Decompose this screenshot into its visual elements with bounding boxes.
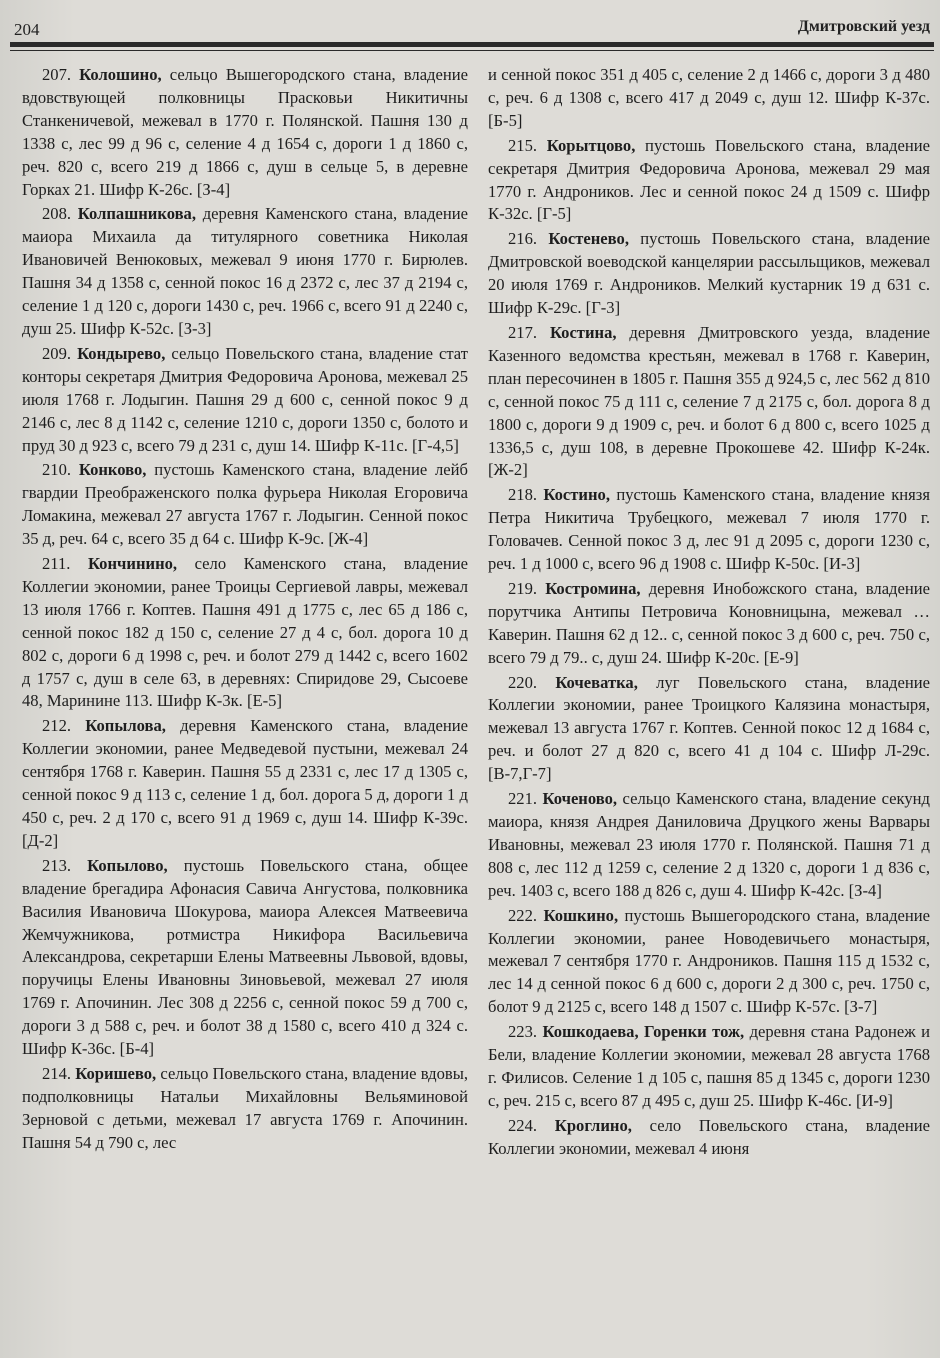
entry-paragraph: [22, 715, 468, 852]
entry-number: 220.: [508, 672, 538, 692]
entry-name: Копылово,: [87, 855, 168, 875]
text-columns: [0, 64, 940, 1354]
entry-paragraph: [22, 553, 468, 713]
entry-paragraph: [488, 322, 930, 482]
entry-paragraph: [22, 343, 468, 458]
entry-name: Колпашникова,: [77, 204, 196, 224]
entry-paragraph: [488, 905, 930, 1020]
entry-name: Копылова,: [85, 716, 166, 736]
entry-number: 218.: [508, 485, 538, 505]
entry-number: 210.: [42, 460, 72, 480]
entry-number: 215.: [508, 135, 538, 155]
entry-name: Кондырево,: [77, 343, 166, 363]
entry-paragraph: [488, 135, 930, 227]
entry-number: 222.: [508, 905, 538, 925]
entry-paragraph: [22, 203, 468, 340]
entry-name: Конково,: [78, 460, 147, 480]
entry-number: 219.: [508, 578, 538, 598]
entry-text: деревня Инобожского стана, владение порутчика Антипы Петровича Коновницына, межевал … Каверин. Пашня 62 д 12.. с, сенной покос 3 д 600 с, реч. 750 с, всего 79 д 79.. с, душ 24. Шифр К-20с. [Е-9]: [488, 578, 930, 667]
right-column: [488, 64, 930, 1354]
entry-name: Колошино,: [79, 65, 162, 84]
entry-text: село Каменского стана, владение Коллегии экономии, ранее Троицы Сергиевой лавры, межевал 13 июля 1766 г. Коптев. Пашня 491 д 1775 с, лес 65 д 186 с, сенной покос 182 д 150 с, селение 27 д 4 с, бол. дорога 10 д 802 с, дороги 6 д 1998 с, реч. и болот 279 д 1442 с, всего 1602 д 1757 с, душ в селе 63, в деревнях: Спиридове 29, Сысоеве 48, Маринине 113. Шифр К-3к. [Е-5]: [22, 554, 468, 711]
entry-number: 211.: [42, 554, 71, 574]
entry-number: 214.: [42, 1063, 72, 1083]
entry-name: Костромина,: [545, 578, 641, 598]
entry-name: Кочеватка,: [555, 672, 638, 692]
entry-text: пустошь Повельского стана, владение секретаря Дмитрия Федоровича Аронова, межевал 29 мая 1770 г. Андроников. Лес и сенной покос 24 д 1509 с. Шифр К-32с. [Г-5]: [488, 135, 930, 224]
entry-paragraph: [488, 672, 930, 787]
entry-number: 223.: [508, 1022, 538, 1042]
entry-text: деревня Дмитровского уезда, владение Казенного ведомства крестьян, межевал в 1768 г. Каверин, план пересочинен в 1805 г. Пашня 355 д 924,5 с, лес 562 д 810 с, сенной покос 75 д 111 с, селение 7 д 2175 с, бол. дорога 8 д 1800 с, дороги 9 д 1909 с, реч. и болот 6 д 800 с, всего 1025 д 1336,5 с, душ 108, в деревне Прокошеве 42. Шифр К-24к. [Ж-2]: [488, 322, 930, 480]
header-rule-thick: [10, 42, 934, 47]
entry-name: Кроглино,: [554, 1115, 632, 1135]
entry-text: сельцо Повельского стана, владение стат конторы секретаря Дмитрия Федоровича Аронова, межевал 25 июля 1768 г. Лодыгин. Пашня 29 д 600 с, сенной покос 9 д 2146 с, лес 8 д 1142 с, селение 1210 с, дороги 1350 с, болото и пруд 30 д 923 с, всего 79 д 231 с, душ 14. Шифр К-11с. [Г-4,5]: [22, 343, 468, 455]
entry-paragraph: [22, 1063, 468, 1155]
entry-paragraph: [488, 1021, 930, 1113]
running-head: Дмитровский уезд: [797, 18, 930, 35]
page-number: 204: [14, 20, 40, 39]
entry-paragraph: [488, 484, 930, 576]
entry-text: деревня стана Радонеж и Бели, владение Коллегии экономии, межевал 28 августа 1768 г. Филисов. Селение 1 д 105 с, пашня 85 д 1345 с, дороги 1230 с, реч. 215 с, всего 87 д 495 с, душ 25. Шифр К-46с. [И-9]: [488, 1022, 930, 1110]
entry-name: Коришево,: [75, 1063, 157, 1083]
entry-text: деревня Каменского стана, владение Коллегии экономии, ранее Медведевой пустыни, межевал 24 сентября 1768 г. Каверин. Пашня 55 д 2331 с, лес 17 д 1305 с, сенной покос 9 д 113 с, селение 1 д, бол. дорога 5 д, дороги 1 д 450 с, реч. 2 д 170 с, всего 91 д 1969 с, душ 14. Шифр К-39с. [Д-2]: [22, 716, 468, 850]
entry-number: 217.: [508, 322, 538, 342]
entry-text: пустошь Вышегородского стана, владение Коллегии экономии, ранее Новодевичьего монастыря, межевал 7 сентября 1770 г. Андроников. Пашня 115 д 1532 с, лес 14 д сенной покос 6 д 600 с, дороги 2 д 300 с, реч. 1750 с, болот 9 д 2125 с, всего 148 д 1507 с. Шифр К-57с. [З-7]: [488, 905, 930, 1017]
entry-text: деревня Каменского стана, владение маиора Михаила да титулярного советника Николая Ивановичей Венюковых, межевал 9 июня 1770 г. Бирюлев. Пашня 34 д 1358 с, сенной покос 16 д 2372 с, лес 37 д 2194 с, селение 1 д 120 с, дороги 1430 с, реч. 1966 с, всего 91 д 2240 с, душ 25. Шифр К-52с. [З-3]: [22, 204, 468, 338]
entry-number: 212.: [42, 716, 72, 736]
header-rule-thin: [10, 50, 934, 51]
entry-text: и сенной покос 351 д 405 с, селение 2 д 1466 с, дороги 3 д 480 с, реч. 6 д 1308 с, всего 417 д 2049 с, душ 12. Шифр К-37с. [Б-5]: [488, 65, 930, 130]
entry-number: 208.: [42, 204, 72, 224]
entry-name: Кошкодаева, Горенки тож,: [542, 1022, 745, 1042]
entry-number: 221.: [508, 789, 538, 809]
entry-text: луг Повельского стана, владение Коллегии экономии, ранее Троицкого Калязина монастыря, межевал 13 августа 1767 г. Коптев. Сенной покос 12 д 1684 с, реч. и болот 27 д 820 с, всего 41 д 104 с. Шифр Л-29с. [В-7,Г-7]: [488, 672, 930, 784]
entry-paragraph: [488, 64, 930, 133]
entry-paragraph: [488, 228, 930, 320]
left-column: [22, 64, 468, 1354]
entry-number: 209.: [42, 343, 72, 363]
entry-name: Кошкино,: [543, 905, 619, 925]
entry-paragraph: [22, 855, 468, 1061]
entry-name: Костино,: [543, 485, 610, 505]
entry-number: 224.: [508, 1115, 538, 1135]
entry-text: село Повельского стана, владение Коллегии экономии, межевал 4 июня: [488, 1115, 930, 1158]
entry-text: пустошь Повельского стана, общее владение брегадира Афонасия Савича Ангустова, полковника Василия Ивановича Шокурова, маиора Алексея Матвеевича Жемчужникова, ротмистра Никифора Васильевича Александрова, секретарши Елены Матвеевны Львовой, вдовы, поручицы Елены Ивановны Зиновьевой, межевал 27 июля 1769 г. Апочинин. Лес 308 д 2256 с, сенной покос 59 д 700 с, дороги 3 д 588 с, реч. и болот 38 д 1580 с, всего 410 д 324 с. Шифр К-36с. [Б-4]: [22, 855, 468, 1059]
entry-paragraph: [488, 788, 930, 903]
entry-text: сельцо Вышегородского стана, владение вдовствующей полковницы Прасковьи Никитичны Станкеничевой, межевал в 1770 г. Полянской. Пашня 130 д 1338 с, лес 99 д 96 с, селение 4 д 1654 с, дороги 1 д 1860 с, реч. 820 с, всего 219 д 1866 с, душ в сельце 5, в деревне Горках 21. Шифр К-26с. [З-4]: [22, 65, 468, 199]
entry-paragraph: [22, 459, 468, 551]
entry-text: пустошь Каменского стана, владение князя Петра Никитича Трубецкого, межевал 7 июля 1770 г. Головачев. Сенной покос 3 д, лес 91 д 2095 с, дороги 1230 с, реч. 1 д 1000 с, всего 96 д 1908 с. Шифр К-50с. [И-3]: [488, 485, 930, 574]
entry-text: сельцо Каменского стана, владение секунд маиора, князя Андрея Даниловича Друцкого жены Варвары Ивановны, межевал 23 июля 1770 г. Полянской. Пашня 71 д 808 с, лес 112 д 1259 с, селение 2 д 1320 с, дороги 1 д 836 с, реч. 1403 с, всего 188 д 826 с, душ 4. Шифр К-42с. [З-4]: [488, 789, 930, 900]
entry-paragraph: [488, 1115, 930, 1161]
entry-text: пустошь Повельского стана, владение Дмитровской воеводской канцелярии рассыльщиков, межевал 20 июля 1769 г. Андроников. Мелкий кустарник 19 д 631 с. Шифр К-29с. [Г-3]: [488, 229, 930, 318]
entry-name: Корытцово,: [546, 135, 636, 155]
entry-name: Коченово,: [542, 789, 618, 809]
page-header: [0, 0, 940, 56]
entry-paragraph: [488, 578, 930, 670]
entry-number: 216.: [508, 229, 538, 249]
entry-paragraph: [22, 64, 468, 201]
entry-name: Костина,: [549, 322, 617, 342]
entry-name: Кончинино,: [87, 554, 178, 574]
entry-number: 213.: [42, 855, 72, 875]
entry-name: Костенево,: [548, 229, 629, 249]
entry-text: сельцо Повельского стана, владение вдовы, подполковницы Натальи Михайловны Вельяминовой Зерновой с детьми, межевал 17 августа 1769 г. Апочинин. Пашня 54 д 790 с, лес: [22, 1063, 468, 1152]
entry-number: 207.: [42, 65, 72, 84]
entry-text: пустошь Каменского стана, владение лейб гвардии Преображенского полка фурьера Николая Егоровича Ломакина, межевал 27 августа 1767 г. Лодыгин. Сенной покос 35 д, реч. 64 с, всего 35 д 64 с. Шифр К-9с. [Ж-4]: [22, 460, 468, 549]
